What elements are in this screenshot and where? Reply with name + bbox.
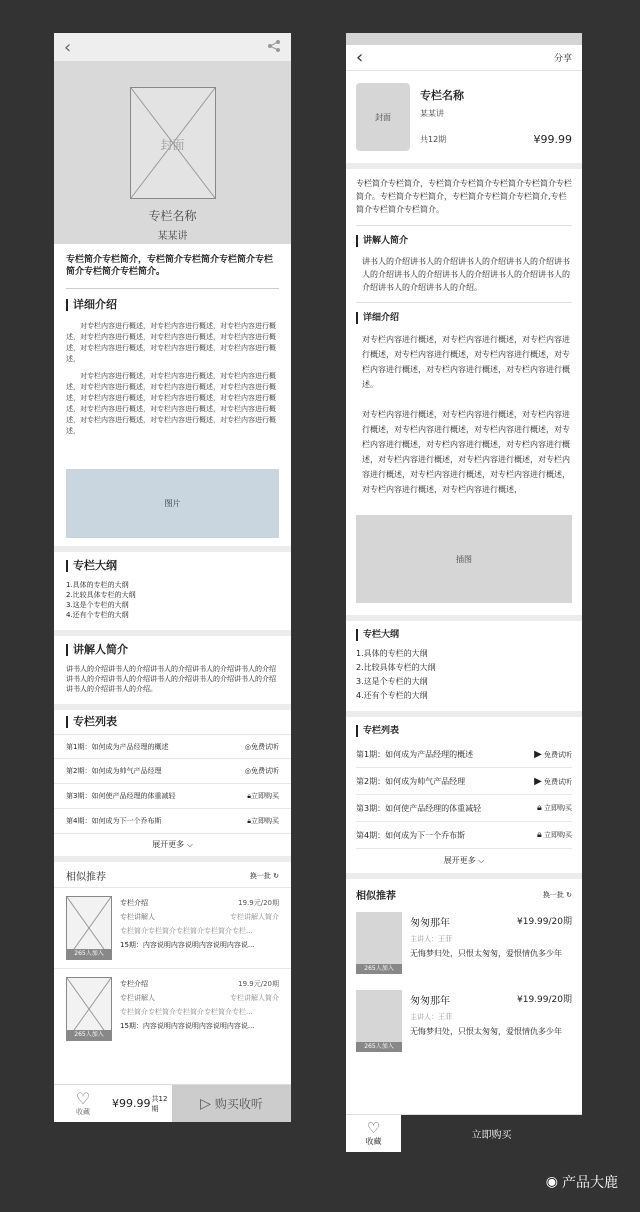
episode-row[interactable]	[356, 795, 572, 822]
cover-image	[130, 87, 216, 199]
episode-row[interactable]	[54, 809, 291, 834]
lecturer-text: 讲书人的介绍讲书人的介绍讲书人的介绍讲书人的介绍讲书人的介绍讲书人的介绍讲书人的介绍讲书人的介绍讲书人的介绍讲书人的介绍讲书人的介绍。	[362, 257, 570, 292]
buy-episode-button[interactable]: 🔒︎立即购买	[247, 817, 279, 825]
column-name: 专栏名称	[420, 89, 464, 102]
episode-list	[54, 734, 291, 856]
episode-title: 第1期：如何成为产品经理的概述	[66, 742, 169, 751]
outline-item: 2.比较具体专栏的大纲	[66, 591, 136, 599]
refresh-button[interactable]: 换一批 ↻	[249, 871, 279, 880]
period-count: 共12期	[420, 135, 447, 144]
play-circle-icon: ▶︎	[534, 775, 542, 787]
join-badge: 265人加入	[356, 964, 402, 974]
watermark	[546, 1172, 618, 1192]
buy-now-button[interactable]: 立即购买	[401, 1115, 582, 1152]
rec-desc: 专栏简介专栏简介专栏简介专栏简介专栏...	[120, 1008, 253, 1016]
rec-name: 专栏介绍	[120, 980, 148, 988]
rec-item[interactable]	[54, 887, 291, 969]
expand-more[interactable]: 展开更多 ⌵	[152, 840, 193, 849]
detail-paragraph-2: 对专栏内容进行概述，对专栏内容进行概述，对专栏内容进行概述，对专栏内容进行概述，对专栏内容进行概述，对专栏内容进行概述，对专栏内容进行概述，对专栏内容进行概述，对专栏内容进行概述，对专栏内容进行概述，对专栏内容进行概述，对专栏内容进行概述，对专栏内容进行概述，对专栏内容进行概述，对专栏内容进行概述，	[66, 372, 276, 435]
episode-row[interactable]	[54, 784, 291, 809]
outline-item: 4.还有个专栏的大纲	[66, 611, 129, 619]
rec-author: 专栏讲解人	[120, 913, 155, 921]
rec-item[interactable]	[346, 984, 582, 1058]
trial-button[interactable]: ▶︎ 免费试听	[534, 748, 572, 760]
refresh-icon: ↻	[273, 871, 279, 880]
heart-icon: ♡	[366, 1118, 381, 1137]
left-mockup	[54, 33, 291, 1122]
rec-price: 19.9元/20期	[238, 980, 279, 988]
play-icon: ◎	[244, 742, 251, 751]
detail-title: 详细介绍	[356, 312, 572, 324]
rec-price: ¥19.99/20期	[517, 995, 572, 1005]
top-bar	[54, 33, 291, 61]
detail-title: 详细介绍	[66, 299, 279, 311]
lock-icon: 🔒︎	[536, 830, 542, 840]
episode-row[interactable]	[356, 822, 572, 849]
episode-title: 第3期：如何使产品经理的体重减轻	[66, 792, 176, 800]
period-count: 共12期	[151, 1094, 168, 1113]
intro-text: 专栏简介专栏简介，专栏简介专栏简介专栏简介专栏简介专栏简介专栏简介。	[66, 255, 274, 277]
episode-title: 第3期：如何使产品经理的体重减轻	[356, 803, 482, 813]
buy-episode-button[interactable]: 🔒︎立即购买	[247, 792, 279, 800]
join-badge: 265人加入	[356, 1042, 402, 1052]
heart-icon: ♡	[75, 1088, 91, 1108]
header-card	[346, 71, 582, 163]
similar-title: 相似推荐	[66, 872, 106, 883]
list-title: 专栏列表	[66, 716, 279, 728]
outline-title: 专栏大纲	[356, 629, 572, 641]
join-badge: 265人加入	[67, 949, 111, 959]
buy-episode-button[interactable]: 🔒︎ 立即购买	[536, 803, 572, 813]
outline-item: 1.具体的专栏的大纲	[66, 581, 129, 589]
column-name: 专栏名称	[148, 209, 197, 223]
similar-title: 相似推荐	[356, 891, 396, 902]
episode-list	[346, 737, 582, 873]
episode-row[interactable]	[54, 734, 291, 759]
rec-name: 匆匆那年	[410, 996, 450, 1007]
price: ¥99.99	[112, 1097, 151, 1110]
episode-title: 第4期：如何成为下一个乔布斯	[66, 817, 162, 825]
favorite-button[interactable]: ♡ 收藏	[365, 1118, 382, 1146]
detail-paragraph-2: 对专栏内容进行概述，对专栏内容进行概述，对专栏内容进行概述，对专栏内容进行概述，对专栏内容进行概述，对专栏内容进行概述，对专栏内容进行概述，对专栏内容进行概述，对专栏内容进行概述，对专栏内容进行概述，对专栏内容进行概述，对专栏内容进行概述，对专栏内容进行概述，对专栏内容进行概述，对专栏内容进行概述，	[362, 410, 570, 494]
buy-listen-button[interactable]: ▷ 购买收听	[172, 1085, 291, 1122]
episode-title: 第4期：如何成为下一个乔布斯	[356, 830, 466, 840]
lock-icon: 🔒︎	[247, 792, 251, 800]
buy-episode-button[interactable]: 🔒︎ 立即购买	[536, 830, 572, 840]
chevron-down-icon: ⌵	[475, 856, 485, 865]
rec-item[interactable]	[54, 969, 291, 1049]
join-badge: 265人加入	[67, 1030, 111, 1040]
favorite-button[interactable]: ♡ 收藏	[75, 1088, 91, 1116]
rec-name: 专栏介绍	[120, 899, 148, 907]
expand-more[interactable]: 展开更多 ⌵	[443, 856, 485, 865]
cover-image: 封面	[356, 83, 410, 151]
rec-author-intro: 专栏讲解人简介	[230, 994, 279, 1002]
play-icon: ◎	[244, 767, 251, 775]
detail-paragraph-1: 对专栏内容进行概述，对专栏内容进行概述，对专栏内容进行概述，对专栏内容进行概述，对专栏内容进行概述，对专栏内容进行概述，对专栏内容进行概述，对专栏内容进行概述。	[362, 335, 570, 389]
episode-row[interactable]	[356, 768, 572, 795]
outline-title: 专栏大纲	[66, 560, 279, 572]
price: ¥99.99	[533, 133, 572, 146]
illustration-placeholder: 插图	[356, 515, 572, 603]
outline-item: 2.比较具体专栏的大纲	[356, 663, 436, 672]
lecturer-name: 某某讲	[157, 231, 188, 242]
lock-icon: 🔒︎	[536, 803, 542, 813]
top-bar	[346, 45, 582, 71]
rec-speaker: 主讲人：王菲	[410, 935, 452, 943]
rec-author-intro: 专栏讲解人简介	[230, 913, 279, 921]
refresh-button[interactable]: 换一批 ↻	[542, 890, 572, 899]
lock-icon: 🔒︎	[247, 817, 251, 825]
intro-text: 专栏简介专栏简介，专栏简介专栏简介专栏简介专栏简介专栏简介。专栏简介专栏简介，专栏简介专栏简介专栏简介,专栏简介专栏简介专栏简介。	[356, 179, 572, 214]
detail-paragraph-1: 对专栏内容进行概述，对专栏内容进行概述，对专栏内容进行概述，对专栏内容进行概述，对专栏内容进行概述，对专栏内容进行概述，对专栏内容进行概述，对专栏内容进行概述，对专栏内容进行概述，	[66, 322, 276, 363]
rec-cover	[66, 896, 112, 960]
bottom-bar	[346, 1114, 582, 1152]
outline-item: 3.这是个专栏的大纲	[66, 601, 129, 609]
episode-title: 第1期：如何成为产品经理的概述	[356, 749, 474, 759]
wechat-icon: ◉	[545, 1174, 558, 1190]
rec-cover	[66, 977, 112, 1041]
trial-button[interactable]: ◎免费试听	[244, 742, 279, 751]
outline-item: 1.具体的专栏的大纲	[356, 649, 428, 658]
cover-label: 封面	[160, 138, 185, 152]
episode-title: 第2期：如何成为帅气产品经理	[356, 776, 466, 786]
bottom-bar	[54, 1084, 291, 1122]
play-circle-icon: ▶︎	[534, 748, 542, 760]
chevron-down-icon: ⌵	[184, 840, 193, 849]
watermark-text: 产品大鹿	[562, 1175, 618, 1191]
outline-item: 4.还有个专栏的大纲	[356, 691, 428, 700]
lecturer-name: 某某讲	[420, 109, 444, 118]
rec-episode: 15期：内容说明内容说明内容说明内容说...	[120, 1022, 255, 1030]
refresh-icon: ↻	[566, 890, 572, 899]
rec-cover	[356, 990, 402, 1052]
episode-title: 第2期：如何成为帅气产品经理	[66, 767, 162, 775]
rec-name: 匆匆那年	[410, 918, 450, 929]
share-button[interactable]: 分享	[553, 54, 572, 64]
rec-author: 专栏讲解人	[120, 994, 155, 1002]
rec-desc: 专栏简介专栏简介专栏简介专栏简介专栏...	[120, 927, 253, 935]
back-icon[interactable]: ‹	[64, 36, 72, 58]
trial-button[interactable]: ◎免费试听	[244, 767, 279, 775]
rec-desc: 无悔梦归处，只恨太匆匆，爱恨情仇多少年	[410, 949, 562, 958]
rec-price: 19.9元/20期	[238, 899, 279, 907]
list-title: 专栏列表	[356, 725, 572, 737]
outline-item: 3.这是个专栏的大纲	[356, 677, 428, 686]
episode-row[interactable]	[356, 741, 572, 768]
image-label: 图片	[164, 499, 181, 508]
rec-episode: 15期：内容说明内容说明内容说明内容说...	[120, 941, 255, 949]
lecturer-title: 讲解人简介	[356, 235, 572, 247]
play-icon: ▷	[200, 1095, 211, 1112]
episode-row[interactable]	[54, 759, 291, 784]
trial-button[interactable]: ▶︎ 免费试听	[534, 775, 572, 787]
rec-speaker: 主讲人：王菲	[410, 1013, 452, 1021]
lecturer-text: 讲书人的介绍讲书人的介绍讲书人的介绍讲书人的介绍讲书人的介绍讲书人的介绍讲书人的介绍讲书人的介绍讲书人的介绍讲书人的介绍讲书人的介绍讲书人的介绍。	[66, 665, 276, 693]
rec-price: ¥19.99/20期	[517, 917, 572, 927]
rec-item[interactable]	[346, 902, 582, 984]
right-mockup	[346, 33, 582, 1152]
back-icon[interactable]: ‹	[356, 47, 364, 68]
rec-cover	[356, 912, 402, 974]
lecturer-title: 讲解人简介	[66, 644, 279, 656]
share-icon[interactable]	[267, 39, 281, 56]
header-area	[54, 61, 291, 244]
rec-desc: 无悔梦归处，只恨太匆匆，爱恨情仇多少年	[410, 1027, 562, 1036]
image-placeholder	[66, 469, 279, 538]
